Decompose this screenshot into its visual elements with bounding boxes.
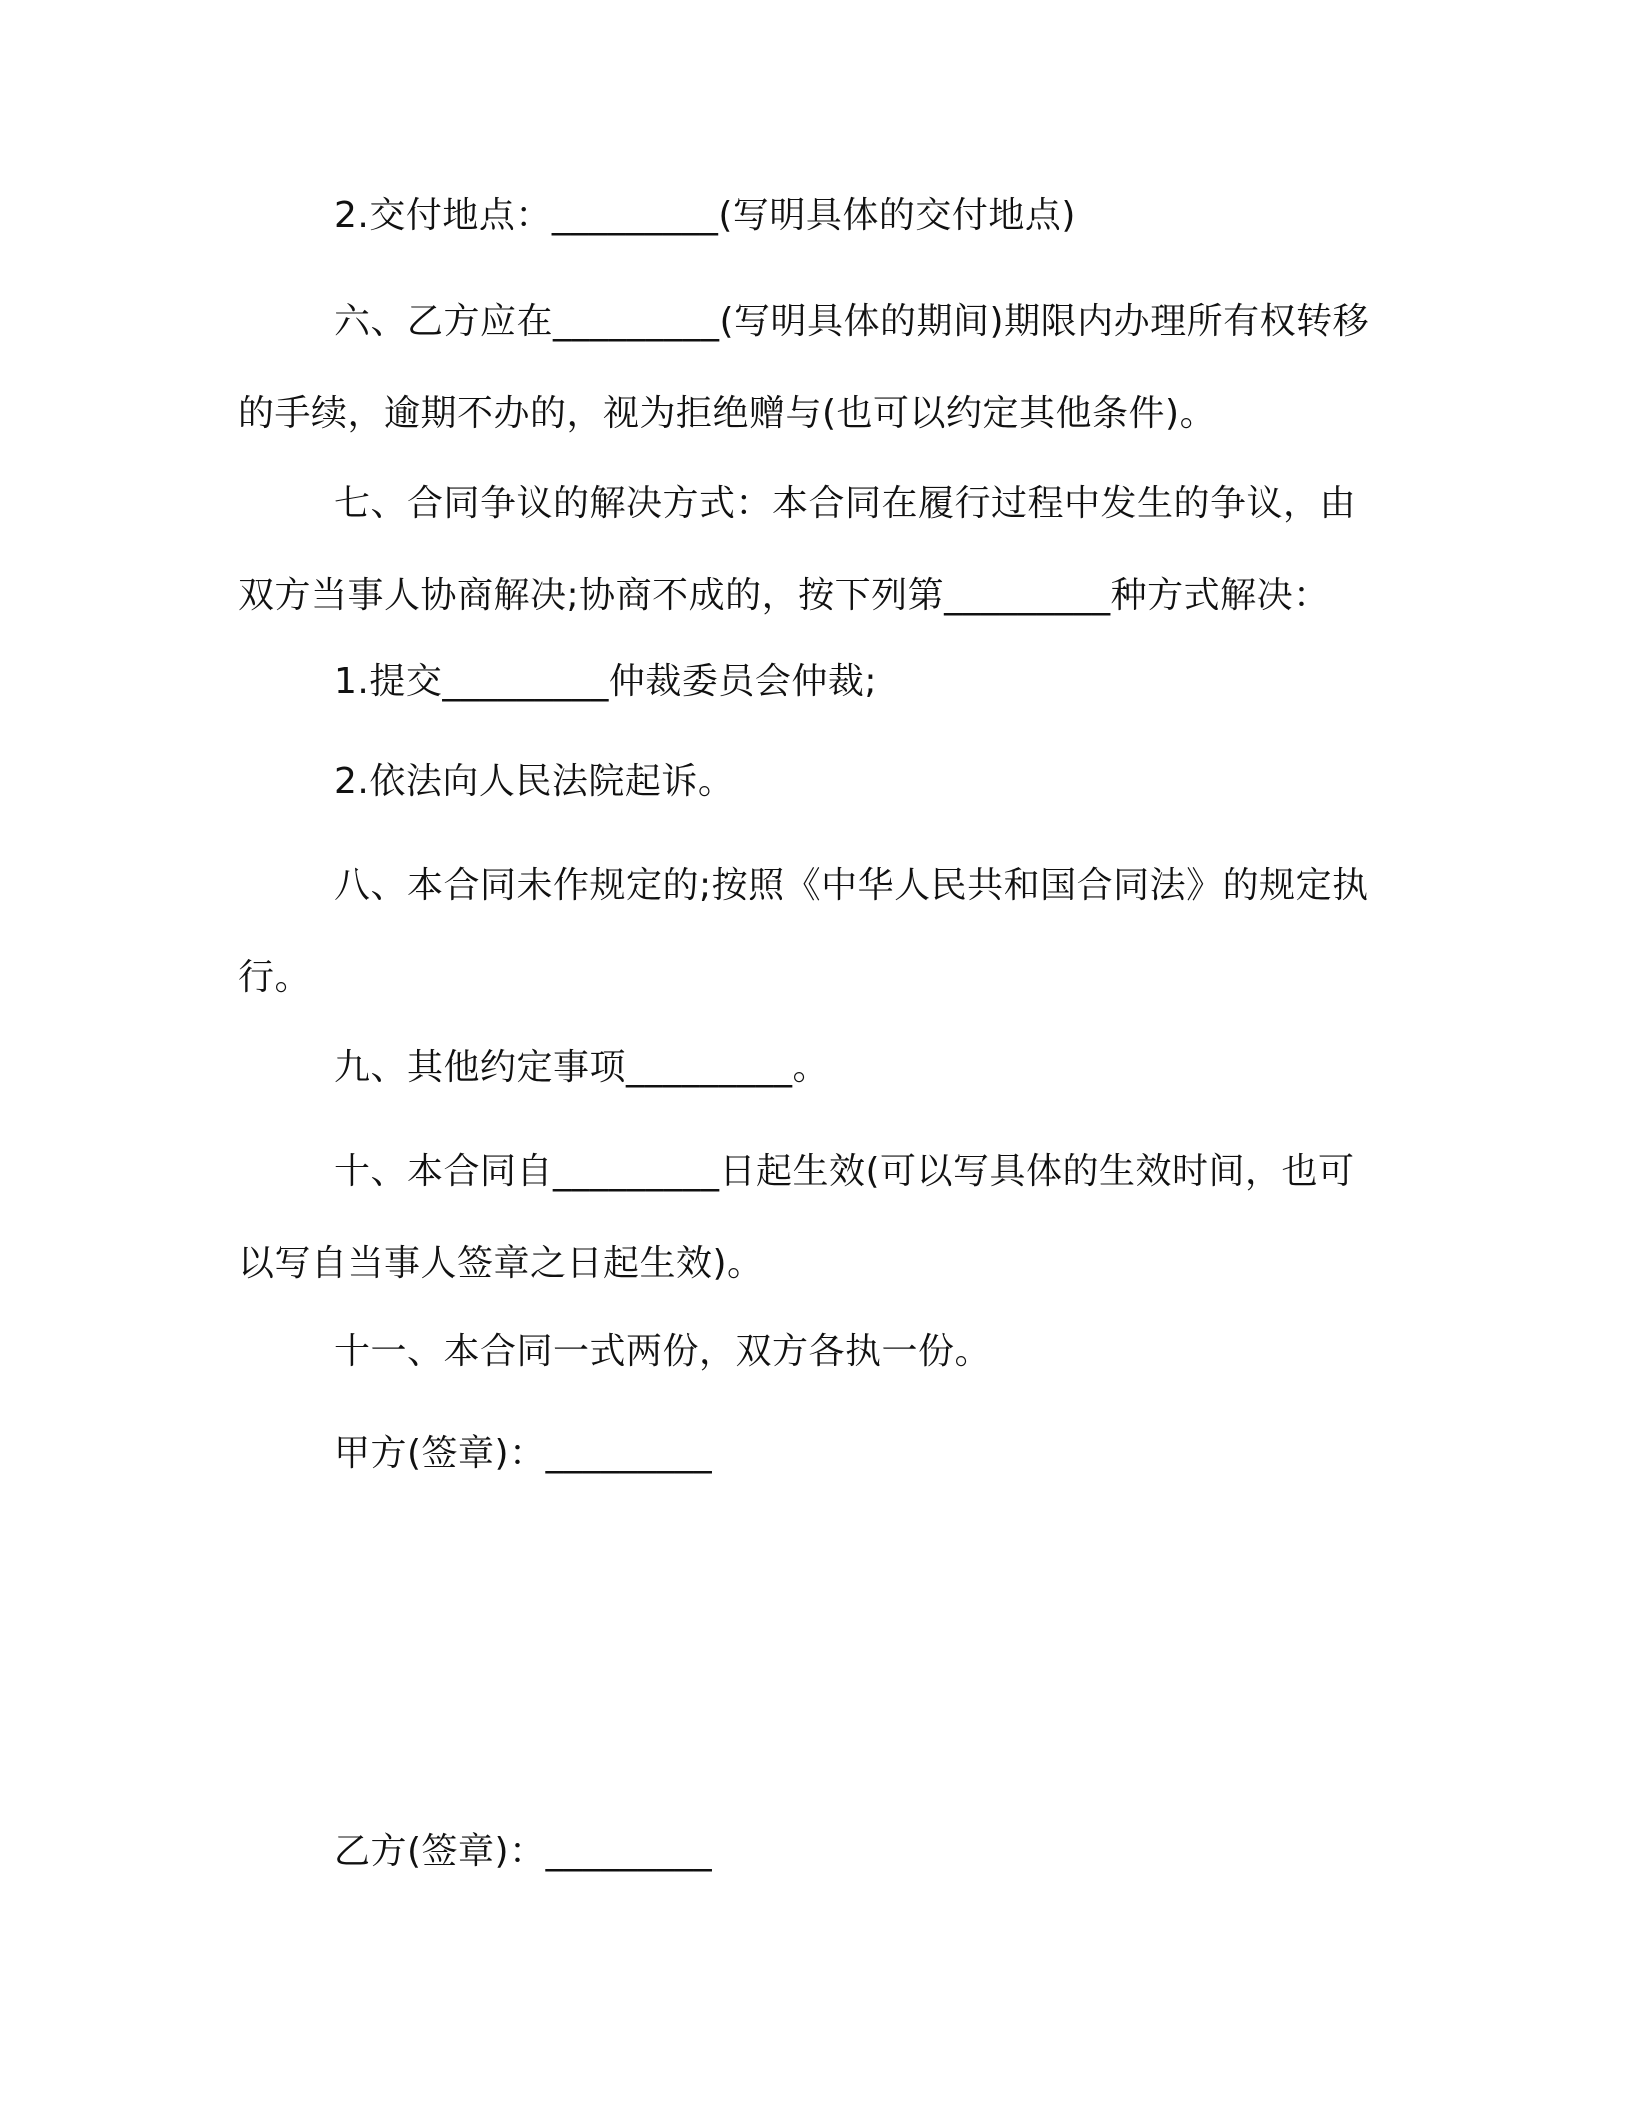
signature-party-b: 乙方(签章)：_________ bbox=[334, 1831, 713, 1872]
clause-8-applicable-law: 八、本合同未作规定的;按照《中华人民共和国合同法》的规定执行。 bbox=[238, 865, 1369, 998]
clause-6-ownership-transfer: 六、乙方应在_________(写明具体的期间)期限内办理所有权转移的手续，逾期不办的，视为拒绝赠与(也可以约定其他条件)。 bbox=[238, 301, 1370, 434]
clause-delivery-location: 2.交付地点：_________(写明具体的交付地点) bbox=[334, 195, 1076, 236]
clause-7-dispute-resolution: 七、合同争议的解决方式：本合同在履行过程中发生的争议，由双方当事人协商解决;协商不成的，按下列第_________种方式解决： bbox=[238, 483, 1357, 616]
clause-7-option-2: 2.依法向人民法院起诉。 bbox=[334, 761, 735, 802]
clause-9-other-matters: 九、其他约定事项_________。 bbox=[334, 1047, 830, 1088]
signature-party-a: 甲方(签章)：_________ bbox=[334, 1433, 713, 1474]
clause-10-effective-date: 十、本合同自_________日起生效(可以写具体的生效时间，也可以写自当事人签章之日起生效)。 bbox=[238, 1151, 1355, 1284]
clause-11-copies: 十一、本合同一式两份，双方各执一份。 bbox=[334, 1331, 992, 1372]
clause-7-option-1: 1.提交_________仲裁委员会仲裁; bbox=[334, 661, 877, 702]
